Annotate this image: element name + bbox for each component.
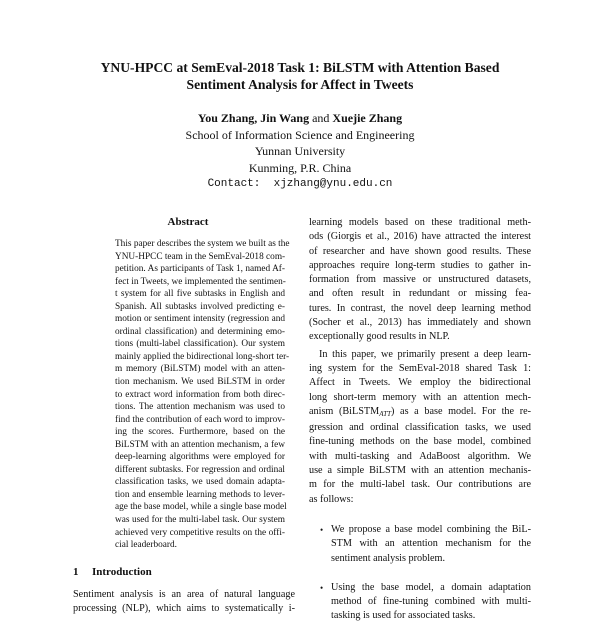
paragraph-line: (Socher et al., 2013) has immediately and shown [309,317,531,329]
abstract-line: YNU-HPCC team in the SemEval-2018 com- [115,251,286,262]
contribution-line: STM with an attention mechanism for the [331,538,531,550]
contribution-line: We propose a base model combining the BiL- [331,523,531,535]
abstract-line: tion mechanism. We used BiLSTM in order [115,377,285,388]
paragraph-line: ing system for the SemEval-2018 shared Task 1: [309,362,531,374]
paragraph-line: use a simple BiLSTM with an attention mechanis- [309,465,531,477]
paragraph-1 [309,216,531,345]
contact-email: Contact: xjzhang@ynu.edu.cn [207,178,393,191]
paragraph-line: m for the multi-label task. Our contributions are [309,479,531,491]
author-block [40,110,560,193]
title-line-1: YNU-HPCC at SemEval-2018 Task 1: BiLSTM with Attention Based [100,60,500,75]
introduction-body [73,588,295,617]
paragraph-line: fine-tuning methods on the base model, combined [309,436,531,448]
contribution-line: Using the base model, a domain adaptation [331,581,531,593]
abstract-line: motion or sentiment intensity (regression and [115,314,285,325]
bullet-icon: • [320,582,324,593]
abstract-line: Spanish. All subtasks involved predicting e- [115,301,285,312]
right-column-body [309,216,531,624]
bullet-icon: • [320,524,324,535]
paragraph-line: tures. In contrast, the novel deep learning method [309,302,531,314]
author-1: You Zhang, Jin Wang [197,111,310,125]
paragraph-line: long short-term memory with an attention mech- [309,391,531,403]
abstract-body [115,238,290,552]
paragraph-line: ods (Giorgis et al., 2016) have attracted the interest [309,231,531,243]
paragraph-line: gression and ordinal classification tasks, we used [309,422,531,434]
abstract-line: fect in Tweets, we implemented the sentimen- [115,276,286,287]
introduction-heading [73,566,296,579]
affiliation-line-1: School of Information Science and Engineering [185,127,415,142]
bilstm-term: anism (BiLSTM [309,405,380,417]
paragraph-line: learning models based on these traditional meth- [309,217,531,228]
abstract-line: tion and ensemble learning methods to lever- [115,489,285,500]
author-and: and [312,111,330,125]
abstract-heading: Abstract [167,216,209,228]
paragraph-line: exceptionally good results in NLP. [309,331,450,343]
contribution-item [309,523,531,566]
section-number: 1 [73,565,79,578]
paragraph-line: Affect in Tweets. We employ the bidirectional [309,377,531,389]
att-subscript: ATT [379,409,391,418]
abstract-line: ing the scores. Furthermore, based on the [115,427,285,438]
abstract-line: tions. The attention mechanism was used to [115,402,285,413]
contribution-line: method of fine-tuning combined with multi- [331,596,531,608]
abstract-line: mainly applied the bidirectional long-short ter- [115,351,290,362]
paragraph-line-rest: ) as a base model. For the re- [391,405,531,417]
affiliation-line-3: Kunming, P.R. China [248,160,352,175]
left-column [73,216,296,616]
title-line-2: Sentiment Analysis for Affect in Tweets [186,77,414,92]
abstract-line: ordinal classification) and determining emo- [115,326,285,337]
abstract-line: achieved very competitive results on the offi- [115,527,285,538]
author-names [40,110,560,127]
abstract-line: BiLSTM with an attention mechanism, a few [115,439,285,450]
introduction-line: Sentiment analysis is an area of natural language [73,588,295,600]
paragraph-line [309,405,531,421]
author-2: Xuejie Zhang [332,111,403,125]
right-column [309,216,531,639]
paper-title [40,59,560,93]
abstract-line: age the base model, while a single base model [115,502,287,513]
contribution-item [309,581,531,624]
affiliation-line-2: Yunnan University [254,144,346,159]
abstract-line: tions (multi-label classification). Our system [115,339,285,350]
abstract-line: different subtasks. For regression and ordinal [115,464,285,475]
paragraph-line: and often result in redundant or missing fea- [309,288,531,300]
paragraph-line: of researcher and have shown good results. These [309,245,531,257]
contribution-list [309,523,531,624]
abstract-line: find the contribution of each word to improv- [115,414,285,425]
abstract-line: to extract word information from both direc- [115,389,285,400]
abstract-line: This paper describes the system we built as the [115,239,290,249]
paragraph-line: formation from massive or unstructured datasets, [309,274,531,286]
contribution-line: sentiment analysis problem. [331,552,446,564]
introduction-line: processing (NLP), which aims to systematically i- [73,602,295,614]
paragraph-line: In this paper, we primarily present a deep learn- [319,348,531,360]
abstract-line: deep-learning algorithms were employed for [115,452,285,463]
abstract-line: t system for all five subtasks in English and [115,289,285,300]
abstract-line: was used for the multi-label task. Our system [115,515,285,526]
section-title: Introduction [92,565,152,578]
contribution-line: tasking is used for associated tasks. [331,610,476,622]
paragraph-line: with multi-tasking and AdaBoost algorithm. We [309,450,531,462]
paragraph-line: as follows: [309,493,354,505]
abstract-line: classification tasks, we used domain adapta- [115,477,285,488]
abstract-line: cial leaderboard. [115,540,177,551]
abstract-line: petition. As participants of Task 1, named Af- [115,264,285,275]
abstract-line: m memory (BiLSTM) model with an atten- [115,364,285,375]
paragraph-2 [309,348,531,507]
paragraph-line: approaches require long-term studies to gather in- [309,259,531,271]
